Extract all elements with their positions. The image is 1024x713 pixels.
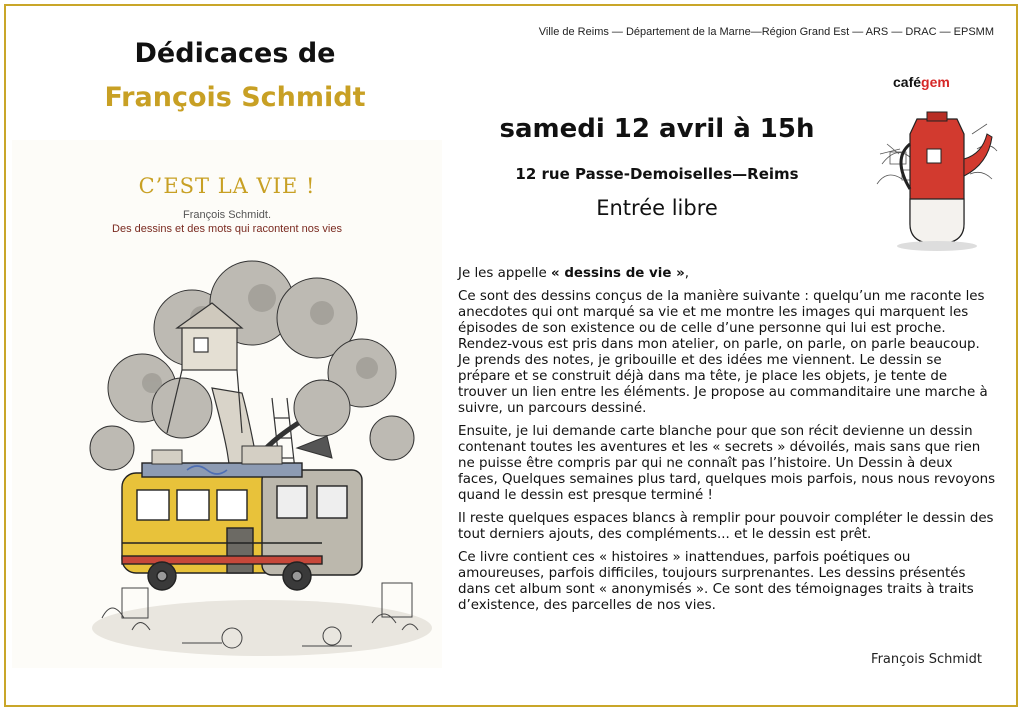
- cafegem-logo-part1: café: [893, 74, 922, 90]
- book-subtitle: Des dessins et des mots qui racontent nos vies: [112, 223, 342, 235]
- intro-suffix: ,: [684, 266, 689, 281]
- poster-title: Dédicaces de: [134, 38, 336, 69]
- intro-bold: « dessins de vie »: [551, 266, 685, 281]
- intro-prefix: Je les appelle: [458, 266, 552, 281]
- event-date: samedi 12 avril à 15h: [499, 114, 815, 144]
- paragraph-1: Ce sont des dessins conçus de la manière suivante : quelqu’un me raconte les anecdotes qui ont marqué sa vie et me montre les images qui marquent les épisodes de son existence ou de celle d’une personne qui lui est proche. Rendez-vous est pris dans mon atelier, on parle, on parle, on parle beaucoup. Je prends des notes, je gribouille et des idées me viennent. Le dessin se prépare et se construit déjà dans ma tête, je place les objets, je tente de trouver un lien entre les éléments. Je propose au commanditaire une marche à suivre, un parcours dessiné.: [458, 289, 988, 416]
- body-text: [458, 266, 996, 621]
- partners-line: Ville de Reims — Département de la Marne—Région Grand Est — ARS — DRAC — EPSMM: [538, 26, 994, 38]
- book-cover: [12, 140, 442, 668]
- paragraph-2: Ensuite, je lui demande carte blanche pour que son récit devienne un dessin contenant toutes les aventures et les « secrets » dévoilés, mais sans que rien ne puisse être compris par qui ne connaît pas l’histoire. Un Dessin à deux faces, Quelques semaines plus tard, quelques mois parfois, nous nous revoyons quand le dessin est presque terminé !: [458, 424, 996, 503]
- cafegem-logo-part2: gem: [921, 74, 950, 90]
- event-address: 12 rue Passe-Demoiselles—Reims: [515, 165, 799, 183]
- event-entry: Entrée libre: [596, 196, 718, 220]
- book-title: C’EST LA VIE !: [138, 174, 316, 198]
- red-coffeepot-illustration: [872, 104, 1002, 254]
- author-name-title: François Schmidt: [104, 82, 366, 113]
- paragraph-4: Ce livre contient ces « histoires » inattendues, parfois poétiques ou amoureuses, parfois difficiles, toujours surprenantes. Les dessins présentés dans cet album sont « anonymisés ». Ce sont des témoignages traits à traits d’existence, des parcelles de nos vies.: [458, 550, 974, 613]
- cafegem-logo: [893, 74, 950, 90]
- intro-paragraph: [458, 266, 996, 282]
- paragraph-3: Il reste quelques espaces blancs à remplir pour pouvoir compléter le dessin des tout derniers ajouts, des compléments... et le dessin est prêt.: [458, 511, 994, 542]
- signature: François Schmidt: [871, 652, 982, 667]
- tree-bus-illustration: [82, 258, 442, 663]
- book-author: François Schmidt.: [182, 209, 272, 221]
